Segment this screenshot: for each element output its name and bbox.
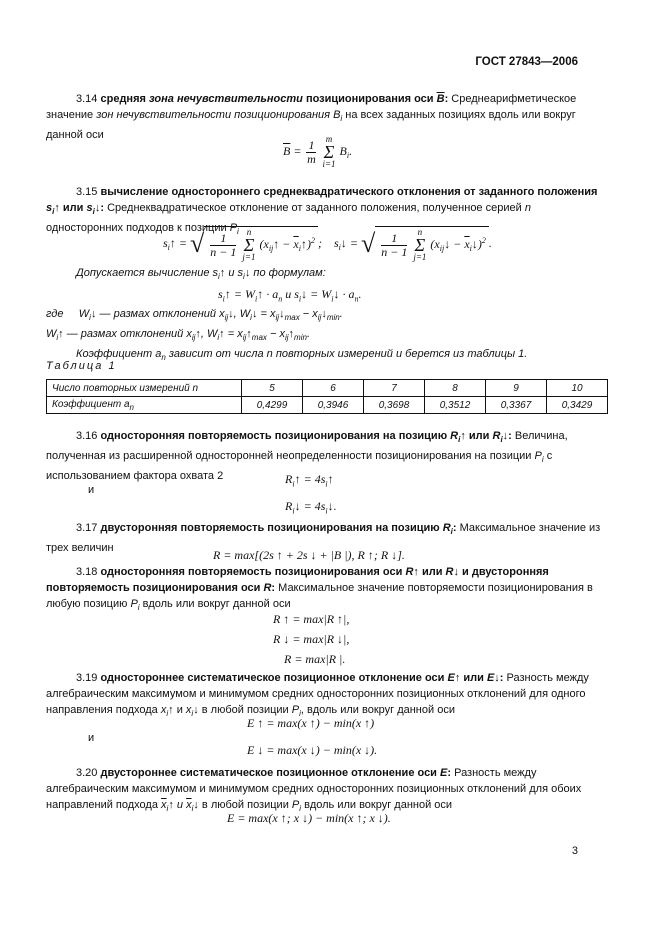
subscript: i	[56, 333, 59, 343]
term-symbol: R	[492, 430, 501, 442]
term-symbol: E	[486, 672, 495, 684]
variable: W	[78, 308, 90, 320]
formula-term: $\overline{x}$	[293, 236, 299, 251]
term-title: вычисление одностороннего среднеквадратического отклонения от заданного положения	[100, 186, 598, 198]
table-cell: 6	[303, 380, 364, 397]
section-3-20	[46, 765, 606, 817]
minus: −	[302, 308, 310, 320]
subscript: i	[167, 243, 170, 253]
formula-3-16a	[285, 472, 334, 488]
sum-operator: n Σ j=1	[242, 227, 256, 262]
table-cell: 0,3946	[303, 397, 364, 414]
table-cell: 0,3429	[547, 397, 608, 414]
variable: x	[160, 704, 167, 716]
term-title: одностороннее систематическое позиционное отклонение оси	[100, 672, 445, 684]
term-symbol: R	[445, 566, 454, 578]
sum-lower: i=1	[322, 159, 336, 169]
formula-3-14	[283, 135, 352, 169]
subscript: i	[338, 243, 341, 253]
or-word: или	[463, 672, 484, 684]
subscript: i	[450, 527, 453, 537]
note-3-15	[46, 265, 606, 285]
arrow-down: ↓	[90, 308, 97, 320]
table-cell: 0,3367	[486, 397, 547, 414]
term-symbol: R	[405, 566, 414, 578]
subscript: i	[346, 151, 350, 161]
minus: −	[269, 328, 277, 341]
term-title: двусторонняя повторяемость позиционирования на позицию	[100, 522, 440, 534]
dot-operator: ·	[342, 287, 346, 301]
coefficient: 4	[314, 499, 321, 513]
fraction	[210, 232, 236, 259]
variable: W	[207, 328, 218, 341]
and-word: и	[88, 732, 95, 744]
section-3-18	[46, 564, 606, 616]
subscript: i	[166, 709, 169, 719]
and-word: и	[88, 484, 95, 496]
equals: =	[227, 328, 235, 341]
variable: s	[212, 267, 219, 279]
variable: a	[155, 348, 162, 361]
arrow-down: ↓	[244, 267, 251, 279]
arrow-up: ↑	[224, 287, 231, 301]
variable: $\overline{x}$	[161, 799, 167, 811]
subscript: i	[89, 313, 91, 323]
colon: :	[452, 522, 457, 534]
subscript: i	[299, 709, 301, 719]
equals: =	[293, 143, 302, 158]
radicand: $\frac{1}{n - 1}$ n Σ j=1 ($x_{ij}↓$ − $\overline{x}_i↓)^2$	[375, 226, 489, 262]
variable: x	[186, 328, 192, 341]
equals: =	[233, 287, 243, 301]
subscript: max	[284, 313, 300, 323]
subscript: i	[298, 294, 302, 304]
sum-lower: j=1	[242, 252, 256, 262]
dot-operator: ·	[266, 287, 270, 301]
definition-italic: зон нечувствительности позиционирования B	[96, 109, 341, 121]
row-label: Число повторных измерений n	[47, 380, 242, 397]
definition-text: в любой позиции	[201, 704, 289, 716]
formula-term: R	[285, 472, 293, 486]
definition-text: в любой позиции	[201, 799, 289, 811]
formula-3-20: E = max(x ↑; x ↓) − min(x ↑; x ↓).	[227, 811, 391, 825]
arrow-up: ↑	[219, 267, 226, 279]
term-part: зона нечувствительности	[148, 93, 303, 105]
variable: x	[219, 308, 225, 320]
formula-3-19b: E ↓ = max(x ↓) − min(x ↓).	[247, 743, 378, 757]
note-text: Допускается вычисление	[76, 267, 210, 279]
or-word: или	[62, 202, 84, 214]
subscript: i	[325, 506, 328, 516]
arrow-up: ↑	[300, 236, 307, 251]
sum-operator: n Σ j=1	[413, 227, 427, 262]
note-text: повторных измерений и берется из таблицы 1.	[275, 348, 528, 361]
subscript: i	[52, 207, 55, 217]
arrow-down: ↓	[471, 236, 478, 251]
subscript: i	[237, 227, 239, 237]
and-word: и	[176, 704, 183, 716]
definition-text: вдоль или вокруг данной оси	[142, 598, 291, 610]
formula-3-17: R = max[(2s ↑ + 2s ↓ + |B |), R ↑; R ↓].	[213, 548, 405, 562]
sum-upper: n	[417, 227, 423, 237]
arrow-down: ↓	[333, 287, 340, 301]
arrow-down: ↓	[94, 202, 101, 214]
or-word: или	[421, 566, 443, 578]
subscript: i	[191, 804, 194, 814]
note-text: по формулам:	[253, 267, 326, 279]
definition-text: с использованием фактора охвата 2	[46, 450, 553, 483]
subscript: i	[292, 506, 295, 516]
subscript: max	[251, 333, 267, 343]
arrow-down: ↓	[453, 566, 459, 578]
arrow-up: ↑	[168, 799, 174, 811]
where-desc: — размах отклонений	[66, 328, 184, 341]
section-number: 3.19	[76, 672, 98, 684]
sum-upper: m	[325, 134, 333, 144]
denominator: m	[307, 151, 316, 166]
page-number: 3	[571, 845, 578, 857]
formula-term: $\overline{x}$	[464, 236, 470, 251]
definition-text: Разность между алгебраическим максимумом и минимумом средних односторонних позиционных отклонений для одного направления подхода	[46, 672, 589, 716]
arrow-down: ↓	[251, 308, 258, 320]
term-title: двустороннее систематическое позиционное отклонение оси	[100, 767, 437, 779]
subscript: n	[161, 353, 166, 363]
term-title: односторонняя повторяемость позиционирования на позицию	[100, 430, 448, 442]
table-row	[47, 380, 608, 397]
arrow-up: ↑	[246, 328, 252, 341]
period: .	[488, 235, 492, 250]
arrow-up: ↑	[413, 566, 419, 578]
variable: s	[237, 267, 244, 279]
subscript: n	[129, 402, 134, 412]
subscript: ij	[275, 313, 280, 323]
term-symbol: R	[450, 430, 459, 442]
term-symbol: R	[442, 522, 451, 534]
formula-3-15	[163, 226, 492, 262]
note-text: зависит от числа	[168, 348, 264, 361]
subscript: i	[218, 272, 220, 282]
section-number: 3.20	[76, 767, 98, 779]
numerator: 1	[308, 137, 315, 152]
term-symbol: s	[46, 202, 53, 214]
section-number: 3.18	[76, 566, 98, 578]
section-number: 3.15	[76, 186, 98, 198]
subscript: min	[294, 333, 307, 343]
subscript: i	[500, 435, 503, 445]
subscript: i	[325, 479, 328, 489]
term-title: односторонняя повторяемость позиционирования оси	[100, 566, 403, 578]
denominator: n − 1	[210, 244, 237, 259]
arrow-up: ↑	[273, 236, 280, 251]
colon: :	[499, 672, 504, 684]
arrow-down: ↓	[193, 704, 199, 716]
arrow-up: ↑	[54, 202, 60, 214]
arrow-down: ↓	[494, 672, 500, 684]
subscript: i	[137, 603, 140, 613]
subscript: ij	[317, 313, 322, 323]
table-cell: 0,4299	[242, 397, 303, 414]
subscript: i	[469, 244, 472, 254]
subscript: ij	[224, 313, 229, 323]
variable: x	[312, 308, 318, 320]
note-text: Коэффициент	[76, 348, 153, 361]
formula-term: R	[285, 499, 293, 513]
period: .	[333, 499, 337, 513]
where-line-2: $W_i↑$ — размах отклонений $x_{ij}↑$, $W_i↑$ = $x_{ij}↑_{max}$ − $x_{ij}↑_{min}$.	[46, 328, 310, 343]
section-3-19: 3.19 одностороннее систематическое позиционное отклонение оси E↑ или E↓: Разность между алгебраическим максимумом и минимумом средних односторонних позиционных отклонений для одного направления подхода $x_i↑$ и $x_i↓$ в любой позиции $P_i$, вдоль или вокруг данной оси	[46, 672, 589, 719]
where-desc: — размах отклонений	[99, 308, 217, 320]
arrow-up: ↑	[294, 472, 301, 486]
term-symbol: E	[447, 672, 455, 684]
term-part: средняя	[100, 93, 146, 105]
separator: ;	[317, 235, 322, 250]
definition-text: Величина, полученная из расширенной односторонней неопределенности позиционирования на позиции	[46, 430, 568, 463]
table-cell: 7	[364, 380, 425, 397]
subscript: i	[166, 804, 169, 814]
subscript: i	[299, 804, 302, 814]
arrow-up: ↑	[460, 430, 466, 442]
colon: :	[100, 202, 105, 214]
table-cell: 9	[486, 380, 547, 397]
subscript: ij	[284, 333, 289, 343]
equals: =	[260, 308, 267, 320]
formula-term: s	[163, 235, 168, 250]
subscript: i	[217, 333, 220, 343]
subscript: n	[278, 294, 283, 304]
formula-term: x	[434, 236, 440, 251]
subscript: min	[326, 313, 340, 323]
definition-text: Среднеквадратическое отклонение от заданного положения, полученное серией	[107, 202, 522, 214]
arrow-up: ↑	[454, 672, 461, 684]
table-cell: 0,3698	[364, 397, 425, 414]
variable: x	[185, 704, 192, 716]
subscript: n	[354, 294, 359, 304]
subscript: i	[222, 294, 225, 304]
coefficient: 4	[314, 472, 321, 486]
formula-term: s	[320, 472, 326, 486]
arrow-down: ↓	[444, 236, 451, 251]
variable: x	[270, 308, 276, 320]
or-word: или	[468, 430, 490, 442]
superscript: 2	[481, 235, 486, 245]
arrow-down: ↓	[193, 799, 199, 811]
subscript: i	[243, 272, 245, 282]
formula-3-19a: E ↑ = max(x ↑) − min(x ↑)	[247, 716, 375, 730]
arrow-up: ↑	[195, 328, 201, 341]
arrow-up: ↑	[58, 328, 64, 341]
numerator: 1	[381, 232, 407, 246]
arrow-down: ↓	[321, 308, 327, 320]
variable: n	[524, 202, 531, 214]
arrow-down: ↓	[340, 235, 347, 250]
equals: =	[349, 235, 358, 250]
colon: :	[508, 430, 512, 442]
arrow-up: ↑	[257, 287, 264, 301]
table-cell: 8	[425, 380, 486, 397]
period: .	[306, 328, 310, 341]
equals: =	[178, 235, 188, 250]
subscript: i	[191, 709, 194, 719]
sum-operator: m Σ i=1	[322, 134, 336, 169]
subscript: i	[331, 294, 334, 304]
arrow-down: ↓	[279, 308, 285, 320]
formula-term: s	[294, 287, 299, 301]
variable: P	[229, 222, 238, 235]
colon: :	[271, 582, 276, 594]
period: .	[358, 287, 362, 301]
term-symbol: E	[440, 767, 448, 779]
variable: $\overline{x}$	[186, 799, 192, 811]
variable: W	[46, 328, 57, 341]
arrow-up: ↑	[219, 328, 225, 341]
sum-lower: j=1	[413, 252, 427, 262]
formula-3-18a: R ↑ = max|R ↑|,	[273, 612, 350, 626]
variable: x	[237, 328, 243, 341]
term-symbol: s	[86, 202, 93, 214]
fraction	[306, 139, 316, 166]
definition-text: на всех заданных позициях вдоль или вокруг данной оси	[46, 109, 576, 142]
term-symbol: R	[263, 582, 272, 594]
arrow-down: ↓	[327, 499, 334, 513]
subscript: i	[541, 455, 544, 465]
formula-term: a	[348, 287, 355, 301]
equals: =	[303, 472, 312, 486]
coefficient-table	[46, 379, 608, 414]
and-word: и	[176, 799, 184, 811]
table-cell: 10	[547, 380, 608, 397]
and-word: и	[285, 287, 292, 301]
variable: W	[239, 308, 251, 320]
variable: P	[291, 704, 300, 716]
arrow-down: ↓	[294, 499, 301, 513]
table-cell: 5	[242, 380, 303, 397]
subscript: i	[458, 435, 461, 445]
arrow-up: ↑	[168, 704, 174, 716]
formula-term: W	[321, 287, 332, 301]
subscript: ij	[242, 333, 247, 343]
arrow-up: ↑	[327, 472, 334, 486]
subscript: ij	[191, 333, 196, 343]
definition-text: вдоль или вокруг данной оси	[307, 704, 455, 716]
formula-3-18b: R ↓ = max|R ↓|,	[273, 632, 350, 646]
variable: x	[279, 328, 285, 341]
definition-text: Максимальное значение из трех величин	[46, 522, 601, 555]
formula-term: s	[218, 287, 223, 301]
arrow-up: ↑	[169, 235, 176, 250]
subscript: i	[298, 244, 301, 254]
variable: P	[291, 799, 300, 811]
section-number: 3.14	[76, 93, 98, 105]
arrow-down: ↓	[502, 430, 509, 442]
subscript: i	[292, 479, 295, 489]
subscript: i	[255, 294, 258, 304]
subscript: i	[250, 313, 252, 323]
definition-text: вдоль или вокруг данной оси	[304, 799, 453, 811]
variable: P	[534, 450, 542, 463]
radical-sign: √	[360, 229, 376, 258]
period: .	[339, 308, 343, 320]
colon: :	[444, 93, 449, 105]
arrow-up: ↑	[288, 328, 295, 341]
section-number: 3.16	[76, 430, 98, 442]
subscript: i	[340, 114, 343, 124]
row-label-text: Коэффициент a	[52, 398, 130, 410]
definition-text: Разность между алгебраическим максимумом и минимумом средних односторонних позиционных отклонений для обоих направлений подхода	[46, 767, 582, 811]
section-number: 3.17	[76, 522, 98, 534]
table-cell: 0,3512	[425, 397, 486, 414]
formula-term: x	[263, 236, 269, 251]
formula-term: a	[272, 287, 279, 301]
term-title: и двусторонняя повторяемость позиционирования оси	[46, 566, 549, 594]
where-word: где	[46, 308, 64, 320]
subscript: ij	[439, 244, 445, 254]
term-symbol: $\overline{B}$	[436, 93, 445, 105]
numerator: 1	[210, 232, 236, 246]
arrow-down: ↓	[301, 287, 308, 301]
where-line-1: где $W_i↓$ — размах отклонений $x_{ij}↓$, $W_i↓$ = $x_{ij}↓_{max}$ − $x_{ij}↓_{min}$.	[46, 308, 343, 323]
table-caption: Таблица 1	[46, 360, 117, 372]
subscript: i	[92, 207, 95, 217]
doc-code-header: ГОСТ 27843—2006	[475, 56, 578, 68]
formula-3-15b	[218, 287, 362, 303]
definition-text: односторонних подходов к позиции	[46, 222, 227, 235]
radical-sign: √	[190, 229, 205, 258]
table-row	[47, 397, 608, 414]
colon: :	[447, 767, 452, 779]
sum-upper: n	[246, 227, 252, 237]
formula-term: B	[339, 143, 347, 158]
row-label	[47, 397, 242, 414]
variable: n	[266, 348, 273, 361]
period: .	[349, 143, 353, 158]
and-word: и	[228, 267, 235, 279]
subscript: ij	[268, 244, 274, 254]
denominator: n − 1	[381, 244, 408, 259]
formula-term: W	[245, 287, 256, 301]
formula-term: s	[333, 235, 339, 250]
variable: P	[130, 598, 138, 610]
radicand: $\frac{1}{n - 1}$ n Σ j=1 ($x_{ij}↑$ − $\overline{x}_i↑)^2$	[204, 226, 318, 262]
arrow-down: ↓	[228, 308, 234, 320]
formula-3-18c: R = max|R |.	[284, 652, 346, 666]
equals: =	[303, 499, 312, 513]
term-part: позиционирования оси	[305, 93, 434, 105]
formula-symbol: $\overline{B}$	[283, 143, 291, 158]
definition-text: Максимальное значение повторяемости позиционирования в любую позицию	[46, 582, 593, 610]
superscript: 2	[310, 235, 315, 245]
formula-term: s	[320, 499, 326, 513]
definition-text: Среднеарифметическое значение	[46, 93, 577, 121]
fraction	[381, 232, 407, 259]
equals: =	[310, 287, 319, 301]
formula-3-16b	[285, 499, 337, 515]
